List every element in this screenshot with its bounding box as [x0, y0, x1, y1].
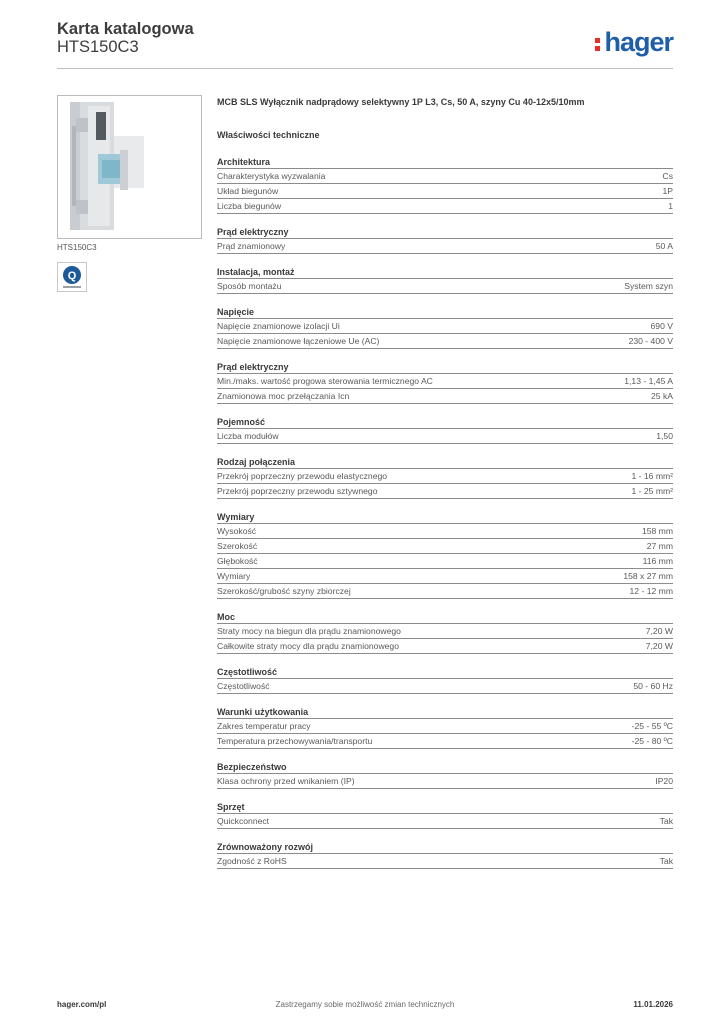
- section: [217, 666, 673, 694]
- property-row: [217, 584, 673, 599]
- property-value: 50 A: [655, 241, 673, 251]
- property-label: Szerokość/grubość szyny zbiorczej: [217, 586, 351, 596]
- property-label: Klasa ochrony przed wnikaniem (IP): [217, 776, 355, 786]
- property-label: Znamionowa moc przełączania Icn: [217, 391, 350, 401]
- property-value: 50 - 60 Hz: [633, 681, 673, 691]
- property-value: Tak: [659, 816, 673, 826]
- property-value: IP20: [655, 776, 673, 786]
- section: [217, 761, 673, 789]
- property-label: Układ biegunów: [217, 186, 279, 196]
- property-value: 158 mm: [641, 526, 673, 536]
- section: [217, 611, 673, 654]
- section-title: Prąd elektryczny: [217, 226, 673, 239]
- section: [217, 306, 673, 349]
- property-label: Napięcie znamionowe izolacji Ui: [217, 321, 340, 331]
- property-row: [217, 429, 673, 444]
- section-title: Moc: [217, 611, 673, 624]
- hager-logo: [595, 28, 673, 56]
- property-row: [217, 624, 673, 639]
- property-row: [217, 814, 673, 829]
- section: [217, 416, 673, 444]
- property-label: Przekrój poprzeczny przewodu sztywnego: [217, 486, 378, 496]
- property-label: Szerokość: [217, 541, 258, 551]
- properties-sections: [217, 156, 673, 869]
- property-value: 27 mm: [646, 541, 673, 551]
- property-value: 158 x 27 mm: [623, 571, 673, 581]
- property-label: Liczba biegunów: [217, 201, 282, 211]
- section: [217, 156, 673, 214]
- footer-note: Zastrzegamy sobie możliwość zmian technicznych: [275, 1000, 455, 1009]
- property-row: [217, 374, 673, 389]
- property-row: [217, 184, 673, 199]
- property-label: Liczba modułów: [217, 431, 279, 441]
- product-image: [57, 95, 202, 239]
- section-title: Rodzaj połączenia: [217, 456, 673, 469]
- property-value: Cs: [662, 171, 673, 181]
- logo-dots-icon: [595, 33, 601, 53]
- property-label: Straty mocy na biegun dla prądu znamionowego: [217, 626, 401, 636]
- property-value: 25 kA: [651, 391, 673, 401]
- property-value: 12 - 12 mm: [629, 586, 673, 596]
- property-row: [217, 484, 673, 499]
- property-label: Częstotliwość: [217, 681, 270, 691]
- property-value: 116 mm: [642, 556, 673, 566]
- technical-properties: [217, 97, 673, 869]
- property-row: [217, 389, 673, 404]
- property-label: Temperatura przechowywania/transportu: [217, 736, 373, 746]
- property-value: 1: [668, 201, 673, 211]
- property-row: [217, 554, 673, 569]
- property-label: Napięcie znamionowe łączeniowe Ue (AC): [217, 336, 380, 346]
- property-value: Tak: [659, 856, 673, 866]
- property-row: [217, 679, 673, 694]
- property-row: [217, 774, 673, 789]
- section-title: Prąd elektryczny: [217, 361, 673, 374]
- property-label: Prąd znamionowy: [217, 241, 286, 251]
- property-value: 7,20 W: [645, 641, 673, 651]
- property-value: 1,50: [656, 431, 673, 441]
- quality-badge: [57, 262, 87, 292]
- header-divider: [57, 68, 673, 69]
- section-title: Napięcie: [217, 306, 673, 319]
- section-title: Pojemność: [217, 416, 673, 429]
- properties-heading: Właściwości techniczne: [217, 130, 320, 140]
- image-caption: HTS150C3: [57, 243, 97, 252]
- section-title: Zrównoważony rozwój: [217, 841, 673, 854]
- property-value: 1 - 25 mm²: [631, 486, 673, 496]
- section-title: Architektura: [217, 156, 673, 169]
- property-value: 230 - 400 V: [628, 336, 673, 346]
- property-row: [217, 539, 673, 554]
- property-value: 1,13 - 1,45 A: [624, 376, 673, 386]
- section: [217, 841, 673, 869]
- section-title: Warunki użytkowania: [217, 706, 673, 719]
- property-row: [217, 639, 673, 654]
- property-row: [217, 334, 673, 349]
- footer-date: 11.01.2026: [633, 1000, 673, 1009]
- property-label: Wysokość: [217, 526, 257, 536]
- section: [217, 706, 673, 749]
- property-row: [217, 854, 673, 869]
- property-row: [217, 319, 673, 334]
- property-label: Całkowite straty mocy dla prądu znamionowego: [217, 641, 399, 651]
- section: [217, 226, 673, 254]
- property-row: [217, 199, 673, 214]
- section-title: Bezpieczeństwo: [217, 761, 673, 774]
- section: [217, 801, 673, 829]
- property-label: Wymiary: [217, 571, 251, 581]
- property-value: 690 V: [650, 321, 673, 331]
- brand-name: hager: [604, 27, 673, 57]
- section: [217, 456, 673, 499]
- property-label: Przekrój poprzeczny przewodu elastycznego: [217, 471, 388, 481]
- footer-website: hager.com/pl: [57, 1000, 107, 1009]
- property-value: 1P: [662, 186, 673, 196]
- property-label: Zakres temperatur pracy: [217, 721, 311, 731]
- property-row: [217, 169, 673, 184]
- section-title: Instalacja, montaż: [217, 266, 673, 279]
- property-value: -25 - 55 ºC: [631, 721, 673, 731]
- property-value: 7,20 W: [645, 626, 673, 636]
- property-label: Charakterystyka wyzwalania: [217, 171, 326, 181]
- property-row: [217, 239, 673, 254]
- product-code: HTS150C3: [57, 38, 139, 56]
- page-header: [57, 20, 673, 66]
- circuit-breaker-illustration: [58, 96, 201, 238]
- section-title: Wymiary: [217, 511, 673, 524]
- property-row: [217, 279, 673, 294]
- section: [217, 511, 673, 599]
- property-row: [217, 524, 673, 539]
- property-value: System szyn: [624, 281, 673, 291]
- property-label: Głębokość: [217, 556, 258, 566]
- property-row: [217, 734, 673, 749]
- property-label: Min./maks. wartość progowa sterowania termicznego AC: [217, 376, 433, 386]
- product-title: MCB SLS Wyłącznik nadprądowy selektywny 1P L3, Cs, 50 A, szyny Cu 40-12x5/10mm: [217, 97, 585, 107]
- section: [217, 266, 673, 294]
- property-label: Zgodność z RoHS: [217, 856, 287, 866]
- section: [217, 361, 673, 404]
- property-label: Sposób montażu: [217, 281, 282, 291]
- property-value: -25 - 80 ºC: [631, 736, 673, 746]
- property-row: [217, 469, 673, 484]
- property-label: Quickconnect: [217, 816, 270, 826]
- property-row: [217, 569, 673, 584]
- property-row: [217, 719, 673, 734]
- property-value: 1 - 16 mm²: [631, 471, 673, 481]
- section-title: Częstotliwość: [217, 666, 673, 679]
- document-title: Karta katalogowa: [57, 20, 194, 38]
- section-title: Sprzęt: [217, 801, 673, 814]
- quality-badge-icon: [58, 263, 86, 291]
- badge-letter: Q: [67, 270, 77, 282]
